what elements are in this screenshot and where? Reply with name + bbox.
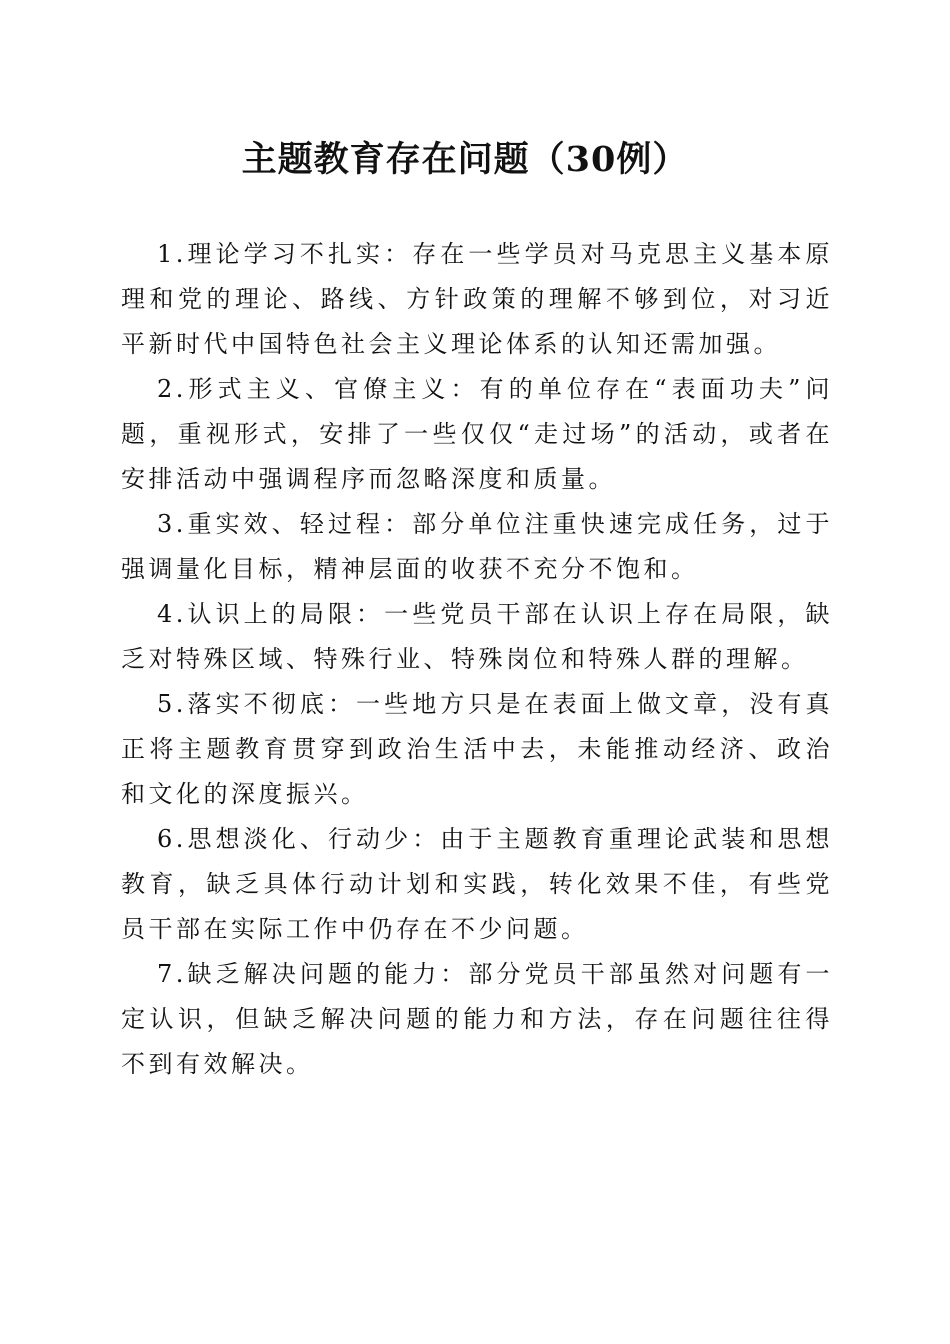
document-body bbox=[121, 232, 833, 1087]
paragraph-item-6: 6.思想淡化、行动少：由于主题教育重理论武装和思想教育，缺乏具体行动计划和实践，转化效果不佳，有些党员干部在实际工作中仍存在不少问题。 bbox=[121, 825, 833, 943]
paragraph-item-7: 7.缺乏解决问题的能力：部分党员干部虽然对问题有一定认识，但缺乏解决问题的能力和方法，存在问题往往得不到有效解决。 bbox=[121, 960, 833, 1078]
paragraph-item-1: 1.理论学习不扎实：存在一些学员对马克思主义基本原理和党的理论、路线、方针政策的理解不够到位，对习近平新时代中国特色社会主义理论体系的认知还需加强。 bbox=[121, 240, 833, 358]
paragraph-item-3: 3.重实效、轻过程：部分单位注重快速完成任务，过于强调量化目标，精神层面的收获不充分不饱和。 bbox=[121, 510, 833, 583]
paragraph-item-5: 5.落实不彻底：一些地方只是在表面上做文章，没有真正将主题教育贯穿到政治生活中去，未能推动经济、政治和文化的深度振兴。 bbox=[121, 690, 833, 808]
paragraph-item-4: 4.认识上的局限：一些党员干部在认识上存在局限，缺乏对特殊区域、特殊行业、特殊岗位和特殊人群的理解。 bbox=[121, 600, 833, 673]
document-title: 主题教育存在问题（30例） bbox=[241, 139, 689, 180]
paragraph-item-2: 2.形式主义、官僚主义：有的单位存在“表面功夫”问题，重视形式，安排了一些仅仅“走过场”的活动，或者在安排活动中强调程序而忽略深度和质量。 bbox=[121, 375, 833, 493]
